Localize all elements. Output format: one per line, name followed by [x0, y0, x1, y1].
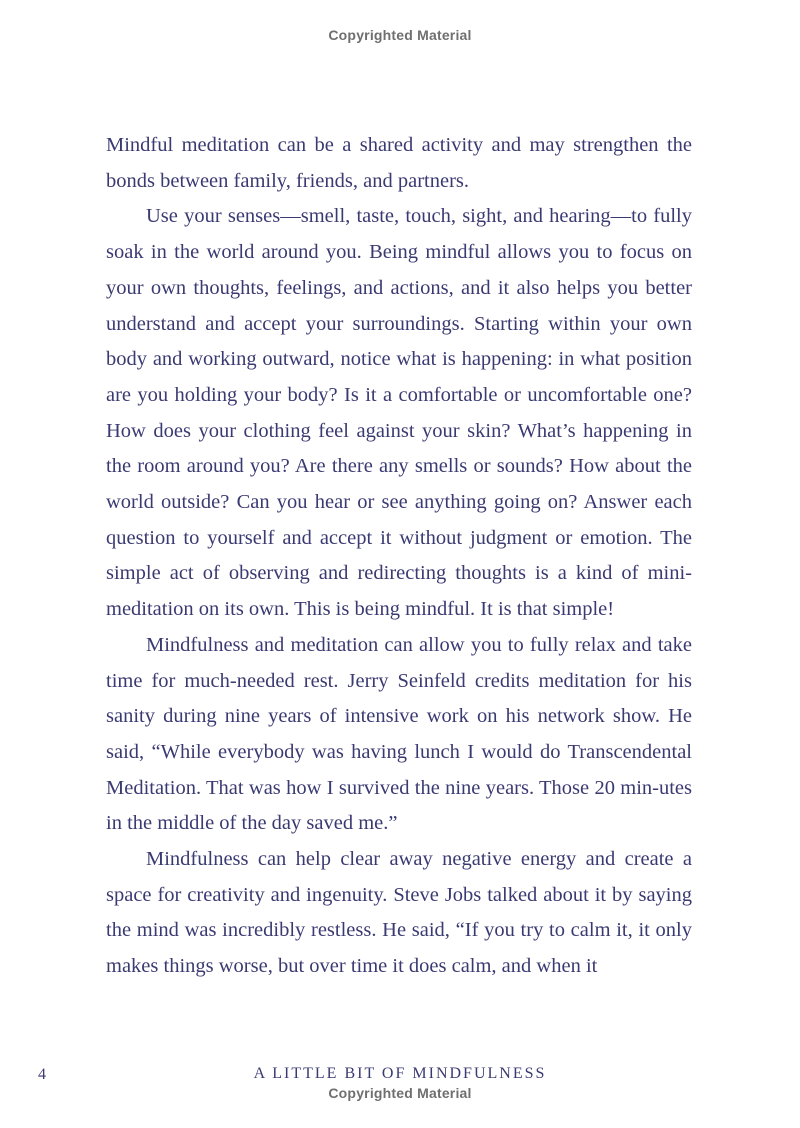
copyright-watermark-top: Copyrighted Material	[328, 27, 472, 43]
page-number: 4	[38, 1066, 46, 1083]
paragraph-2: Use your senses—smell, taste, touch, sight, and hearing—to fully soak in the world around you. Being mindful allows you to focus on your own thoughts, feelings, and actions, and it also helps you better understand and accept your surroundings. Starting within your own body and working outward, notice what is happening: in what position are you holding your body? Is it a comfortable or uncomfortable one? How does your clothing feel against your skin? What’s happening in the room around you? Are there any smells or sounds? How about the world outside? Can you hear or see anything going on? Answer each question to yourself and accept it without judgment or emotion. The simple act of observing and redirecting thoughts is a kind of mini-meditation on its own. This is being mindful. It is that simple!	[106, 205, 692, 621]
paragraph-1: Mindful meditation can be a shared activity and may strengthen the bonds between family, friends, and partners.	[106, 134, 692, 192]
copyright-watermark-bottom: Copyrighted Material	[328, 1085, 472, 1101]
paragraph-3: Mindfulness and meditation can allow you to fully relax and take time for much-needed rest. Jerry Seinfeld credits meditation for his sanity during nine years of intensive work on his network show. He said, “While everybody was having lunch I would do Transcendental Meditation. That was how I survived the nine years. Those 20 min-utes in the middle of the day saved me.”	[106, 633, 692, 835]
running-title: A LITTLE BIT OF MINDFULNESS	[253, 1065, 547, 1082]
paragraph-4: Mindfulness can help clear away negative energy and create a space for creativity and ingenuity. Steve Jobs talked about it by saying the mind was incredibly restless. He said, “If you try to calm it, it only makes things worse, but over time it does calm, and when it	[106, 848, 692, 978]
body-text	[106, 128, 692, 985]
